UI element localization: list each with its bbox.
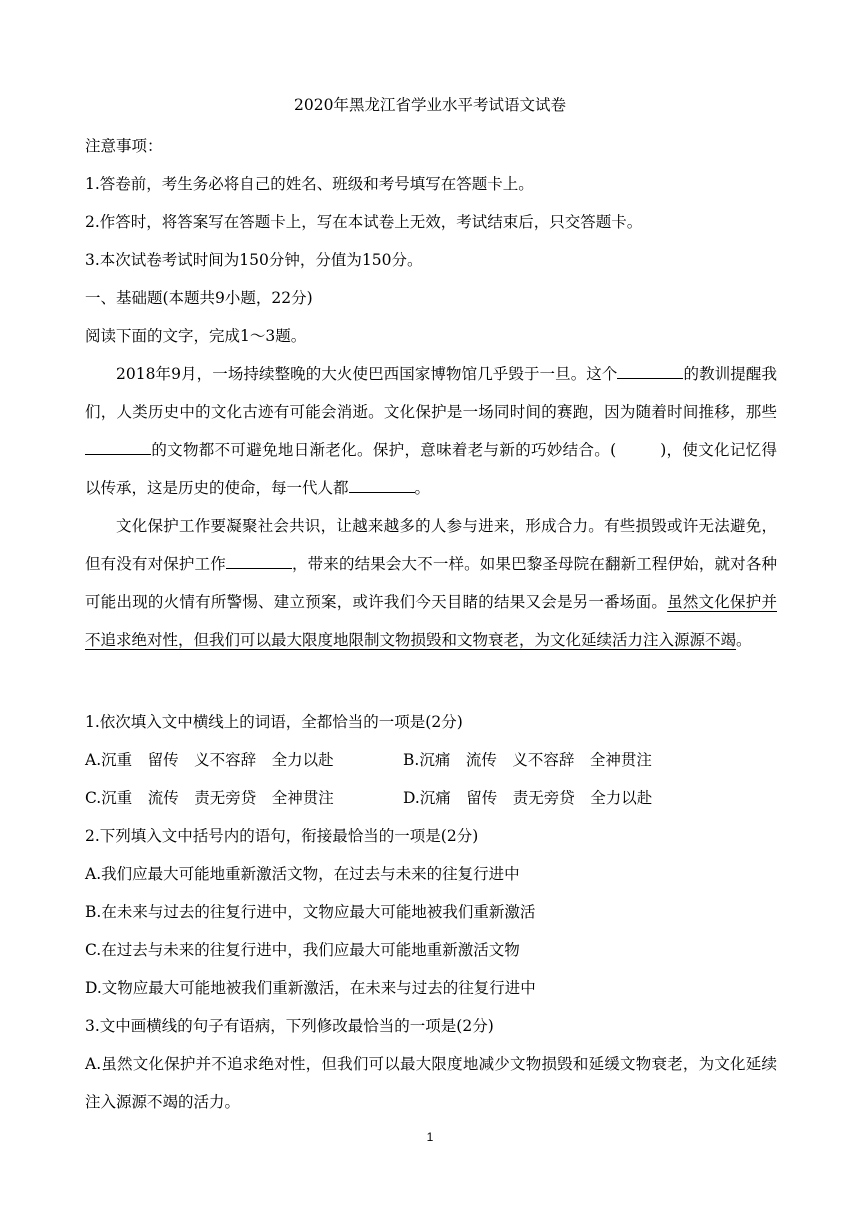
notice-item-2: 2.作答时，将答案写在答题卡上，写在本试卷上无效，考试结束后，只交答题卡。 [85, 213, 643, 231]
question-2-stem: 2.下列填入文中括号内的语句，衔接最恰当的一项是(2分) [85, 827, 479, 845]
question-2-option-d: D.文物应最大可能地被我们重新激活，在未来与过去的往复行进中 [85, 979, 536, 997]
question-1-stem: 1.依次填入文中横线上的词语，全都恰当的一项是(2分) [85, 713, 463, 731]
question-1-options-row-1 [85, 750, 652, 770]
question-2-option-b: B.在未来与过去的往复行进中，文物应最大可能地被我们重新激活 [85, 903, 536, 921]
passage-text: 。 [414, 479, 431, 497]
option-d: D.沉痛 留传 责无旁贷 全力以赴 [403, 789, 653, 807]
passage-text: 文化保护工作要凝聚社会共识，让越来越多的人参与进来，形成合力。有些损毁或许无法避免，但有没有对保护工作 [85, 517, 777, 573]
passage-paragraph-1 [85, 355, 777, 507]
exam-title: 2020年黑龙江省学业水平考试语文试卷 [294, 96, 566, 114]
passage-text: 。 [736, 631, 752, 649]
passage-text: 2018年9月，一场持续整晚的大火使巴西国家博物馆几乎毁于一旦。这个 [116, 365, 618, 383]
fill-blank [226, 553, 292, 569]
question-2-option-a: A.我们应最大可能地重新激活文物，在过去与未来的往复行进中 [85, 865, 520, 883]
passage-text: 的文物都不可避免地日渐老化。保护，意味着老与新的巧妙结合。( [151, 441, 617, 459]
passage-text: ，带来的结果会大不一样。如果巴黎圣母院在翻新工程伊始，就对各种可能出现的火情有所警惕、建立预案，或许我们今天目睹的结果又会是另一番场面。 [85, 555, 777, 611]
question-3-stem: 3.文中画横线的句子有语病，下列修改最恰当的一项是(2分) [85, 1017, 494, 1035]
underlined-sentence: 虽然文化保护并不追求绝对性，但我们可以最大限度地限制文物损毁和文物衰老，为文化延续活力注入源源不竭 [85, 593, 777, 649]
option-c: C.沉重 流传 责无旁贷 全神贯注 [85, 789, 334, 807]
question-1-options-row-2 [85, 788, 653, 808]
fill-blank [85, 439, 151, 455]
passage-text: )，使文化记忆得以传承，这是历史的使命，每一代人都 [85, 441, 777, 497]
fill-blank [617, 363, 683, 379]
page-number: 1 [426, 1130, 434, 1144]
reading-intro: 阅读下面的文字，完成1～3题。 [85, 327, 307, 345]
passage-paragraph-2 [85, 507, 777, 659]
question-2-option-c: C.在过去与未来的往复行进中，我们应最大可能地重新激活文物 [85, 941, 520, 959]
option-a: A.沉重 留传 义不容辞 全力以赴 [85, 751, 334, 769]
fill-blank [349, 477, 415, 493]
passage-text: 的教训提醒我们，人类历史中的文化古迹有可能会消逝。文化保护是一场同时间的赛跑，因为随着时间推移，那些 [85, 365, 777, 421]
option-b: B.沉痛 流传 义不容辞 全神贯注 [403, 751, 652, 769]
notice-heading: 注意事项： [85, 137, 163, 155]
question-3-option-a: A.虽然文化保护并不追求绝对性，但我们可以最大限度地减少文物损毁和延缓文物衰老，为文化延续注入源源不竭的活力。 [85, 1055, 777, 1111]
notice-item-1: 1.答卷前，考生务必将自己的姓名、班级和考号填写在答题卡上。 [85, 175, 534, 193]
section-heading: 一、基础题(本题共9小题，22分) [85, 289, 313, 307]
notice-item-3: 3.本次试卷考试时间为150分钟，分值为150分。 [85, 251, 423, 269]
